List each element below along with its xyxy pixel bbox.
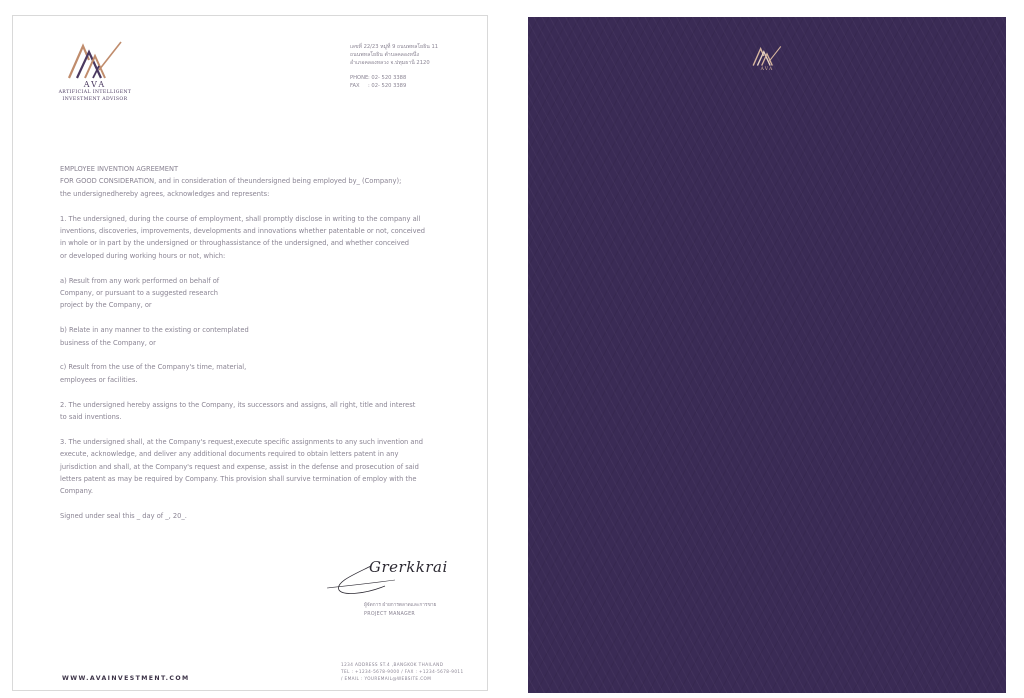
clause-1b: b) Relate in any manner to the existing or contemplated business of the Company, or: [60, 326, 249, 347]
ava-logo-icon: [63, 40, 127, 80]
intro-paragraph: FOR GOOD CONSIDERATION, and in consideration of theundersigned being employed by_ (Company); the undersignedhereby agrees, acknowledges and represents:: [60, 177, 402, 198]
address-line: ถนนพหลโยธิน ตำบลคลองหนึ่ง: [350, 52, 419, 59]
footer-address: [341, 662, 481, 682]
fax-row: [350, 82, 480, 90]
fax-number: : 02- 520 3389: [368, 82, 407, 89]
agreement-body: [60, 163, 470, 535]
signer-role: PROJECT MANAGER: [364, 612, 416, 617]
company-logo: [57, 40, 133, 103]
back-cover-page: [528, 17, 1006, 693]
fax-label: FAX: [350, 82, 360, 89]
document-title: EMPLOYEE INVENTION AGREEMENT: [60, 165, 179, 173]
signature: [325, 556, 475, 598]
back-logo-wordmark: AVA: [760, 67, 774, 72]
signature-handwriting: Grerkkrai: [369, 558, 448, 576]
clause-3: 3. The undersigned shall, at the Company's request,execute specific assignments to any such invention and execute, acknowledge, and deliver any additional documents required to obtain letters patent in any jurisdiction and shall, at the Company's request and expense, assist in the defense and prosecution of said letters patent as may be required by Company. This provision shall survive termination of employ with the Company.: [60, 437, 423, 496]
logo-wordmark: AVA: [83, 80, 107, 89]
ava-logo-icon: [750, 45, 784, 67]
phone-row: [350, 74, 480, 82]
clause-1a: a) Result from any work performed on behalf of Company, or pursuant to a suggested research project by the Company, or: [60, 276, 220, 310]
clause-1: 1. The undersigned, during the course of employment, shall promptly disclose in writing to the company all inventions, discoveries, improvements, developments and innovations whether patentable or not, conceived in whole or in part by the undersigned or throughassistance of the undersigned, and whether conceived or developed during working hours or not, which:: [60, 214, 425, 260]
clause-2: 2. The undersigned hereby assigns to the Company, its successors and assigns, all right, title and interest to said inventions.: [60, 400, 416, 422]
signer-title-thai: ผู้จัดการ ฝ่ายการตลาดและการขาย: [364, 603, 437, 608]
signed-line: Signed under seal this _ day of _, 20_.: [60, 512, 187, 521]
footer-line: / EMAIL : YOUREMAIL@WEBSITE.COM: [341, 675, 432, 681]
footer-line: 1234 ADDRESS ST.4 ,BANGKOK THAILAND: [341, 662, 444, 667]
clause-1c: c) Result from the use of the Company's time, material, employees or facilities.: [60, 363, 247, 384]
letterhead-address: [350, 43, 480, 90]
logo-tagline-2: INVESTMENT ADVISOR: [62, 97, 128, 102]
website-link[interactable]: WWW.AVAINVESTMENT.COM: [62, 675, 190, 682]
signer-block: [364, 601, 436, 619]
footer-line: TEL : +1234-5678-9000 / FAX : +1234-5678-9011: [341, 668, 464, 674]
phone-label: PHONE: [350, 74, 369, 81]
logo-tagline-1: ARTIFICIAL INTELLIGENT: [58, 90, 132, 95]
address-line: อำเภอคลองหลวง จ.ปทุมธานี 2120: [350, 60, 430, 67]
address-line: เลขที่ 22/23 หมู่ที่ 9 ถนนพหลโยธิน 11: [350, 44, 439, 50]
phone-number: : 02- 520 3388: [368, 74, 407, 81]
letterhead-page: [12, 15, 488, 691]
back-cover-logo: [749, 45, 785, 72]
